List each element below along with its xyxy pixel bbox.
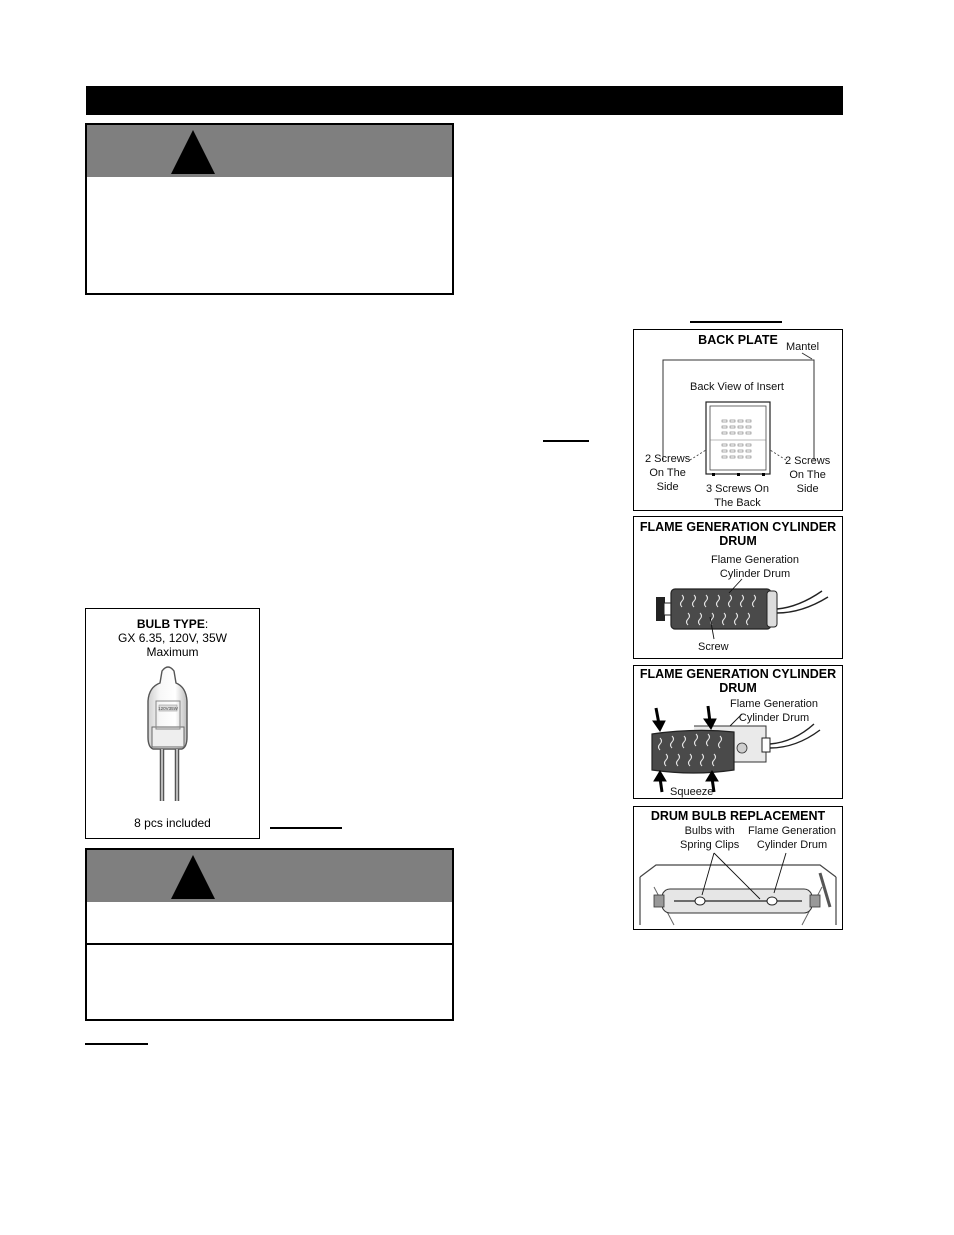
warning-box-bottom [85,848,454,1021]
underline-text-1 [543,440,589,442]
label-drum: Flame Generation Cylinder Drum [711,554,800,580]
bulb-mark: 120V35W [158,706,178,711]
bulb-max: Maximum [146,645,199,659]
warning-triangle-icon [171,855,215,899]
drum-squeeze-drawing [634,666,841,797]
label-bulbs: Bulbs with Spring Clips [680,825,740,851]
underline-text-3 [85,1043,148,1045]
warning-triangle-icon [171,130,215,174]
figure-drum [633,516,843,659]
label-drum: Flame Generation Cylinder Drum [730,698,819,724]
label-mantel: Mantel [786,341,820,353]
warning-divider [87,943,452,945]
figure-title: FLAME GENERATION CYLINDER DRUM [639,667,837,695]
underline-fig-heading [690,321,782,323]
label-squeeze: Squeeze [670,786,714,798]
figure-title: BACK PLATE [698,333,778,347]
figure-drum-squeeze [633,665,843,799]
label-screws-left: 2 Screws On The Side [645,453,691,493]
drum-drawing [634,517,841,657]
bulb-type-card [85,608,260,839]
warning-header [87,125,452,177]
warning-header-bottom [87,850,452,902]
label-screws-right: 2 Screws On The Side [785,455,831,495]
figure-title: FLAME GENERATION CYLINDER DRUM [639,520,837,548]
label-drum: Flame Generation Cylinder Drum [748,825,837,851]
bulb-type-title: BULB TYPE: [136,617,209,631]
bulb-spec: GX 6.35, 120V, 35W [118,631,227,645]
figure-title: DRUM BULB REPLACEMENT [650,809,826,823]
label-back-view: Back View of Insert [690,381,784,393]
underline-text-2 [270,827,342,829]
section-header-bar [86,86,843,115]
halogen-bulb-icon [86,609,258,837]
figure-back-plate [633,329,843,511]
warning-box-top [85,123,454,295]
label-screw: Screw [698,641,729,653]
figure-bulb-replacement [633,806,843,930]
label-screws-back: 3 Screws On The Back [706,483,769,509]
bulb-included: 8 pcs included [134,816,211,830]
